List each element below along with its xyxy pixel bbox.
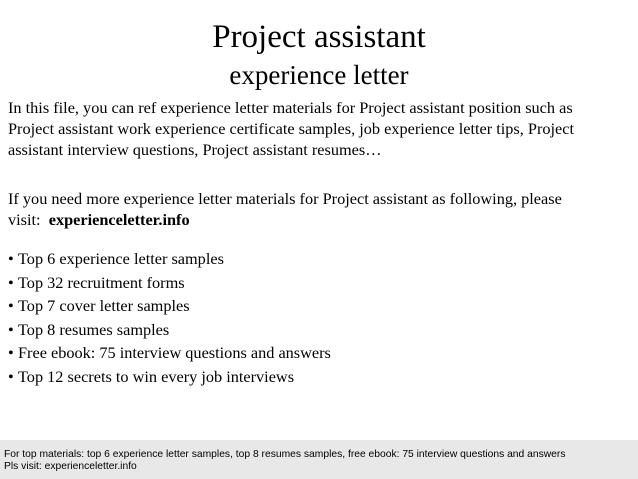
page-subtitle: experience letter (229, 60, 409, 90)
footer-materials-text: For top materials: top 6 experience letter samples, top 8 resumes samples, free ebook: 75 interview questions and answers (4, 449, 566, 460)
list-item (8, 295, 331, 319)
more-materials-paragraph (8, 188, 634, 230)
bullet-icon: • (8, 296, 14, 315)
bullet-icon: • (8, 343, 14, 362)
list-item (8, 272, 331, 296)
list-item-label: Top 7 cover letter samples (18, 296, 190, 315)
site-link[interactable]: experienceletter.info (48, 210, 190, 229)
list-item-label: Top 6 experience letter samples (18, 249, 224, 268)
footer-visit-text: Pls visit: experienceletter.info (4, 461, 137, 472)
list-item (8, 319, 331, 343)
visit-line (8, 209, 634, 230)
bullet-icon: • (8, 319, 14, 339)
list-item (8, 248, 331, 272)
footer-bar (0, 440, 638, 479)
bullet-icon: • (8, 272, 14, 292)
list-item-label: Top 12 secrets to win every job interviews (18, 366, 295, 386)
list-item-label: Free ebook: 75 interview questions and answers (18, 343, 331, 362)
bullet-icon: • (8, 366, 14, 386)
list-item (8, 366, 331, 390)
list-item-label: Top 8 resumes samples (18, 319, 170, 339)
page-title: Project assistant (212, 19, 426, 55)
list-item (8, 342, 331, 366)
intro-paragraph (8, 97, 634, 160)
intro-line: assistant interview questions, Project assistant resumes… (8, 140, 382, 159)
intro-line: In this file, you can ref experience letter materials for Project assistant position such as (8, 98, 573, 117)
visit-label: visit: (8, 210, 41, 229)
materials-list (8, 248, 331, 389)
list-item-label: Top 32 recruitment forms (18, 272, 185, 292)
more-materials-line: If you need more experience letter materials for Project assistant as following, please (8, 189, 562, 208)
intro-line: Project assistant work experience certificate samples, job experience letter tips, Project (8, 119, 575, 138)
bullet-icon: • (8, 249, 14, 268)
